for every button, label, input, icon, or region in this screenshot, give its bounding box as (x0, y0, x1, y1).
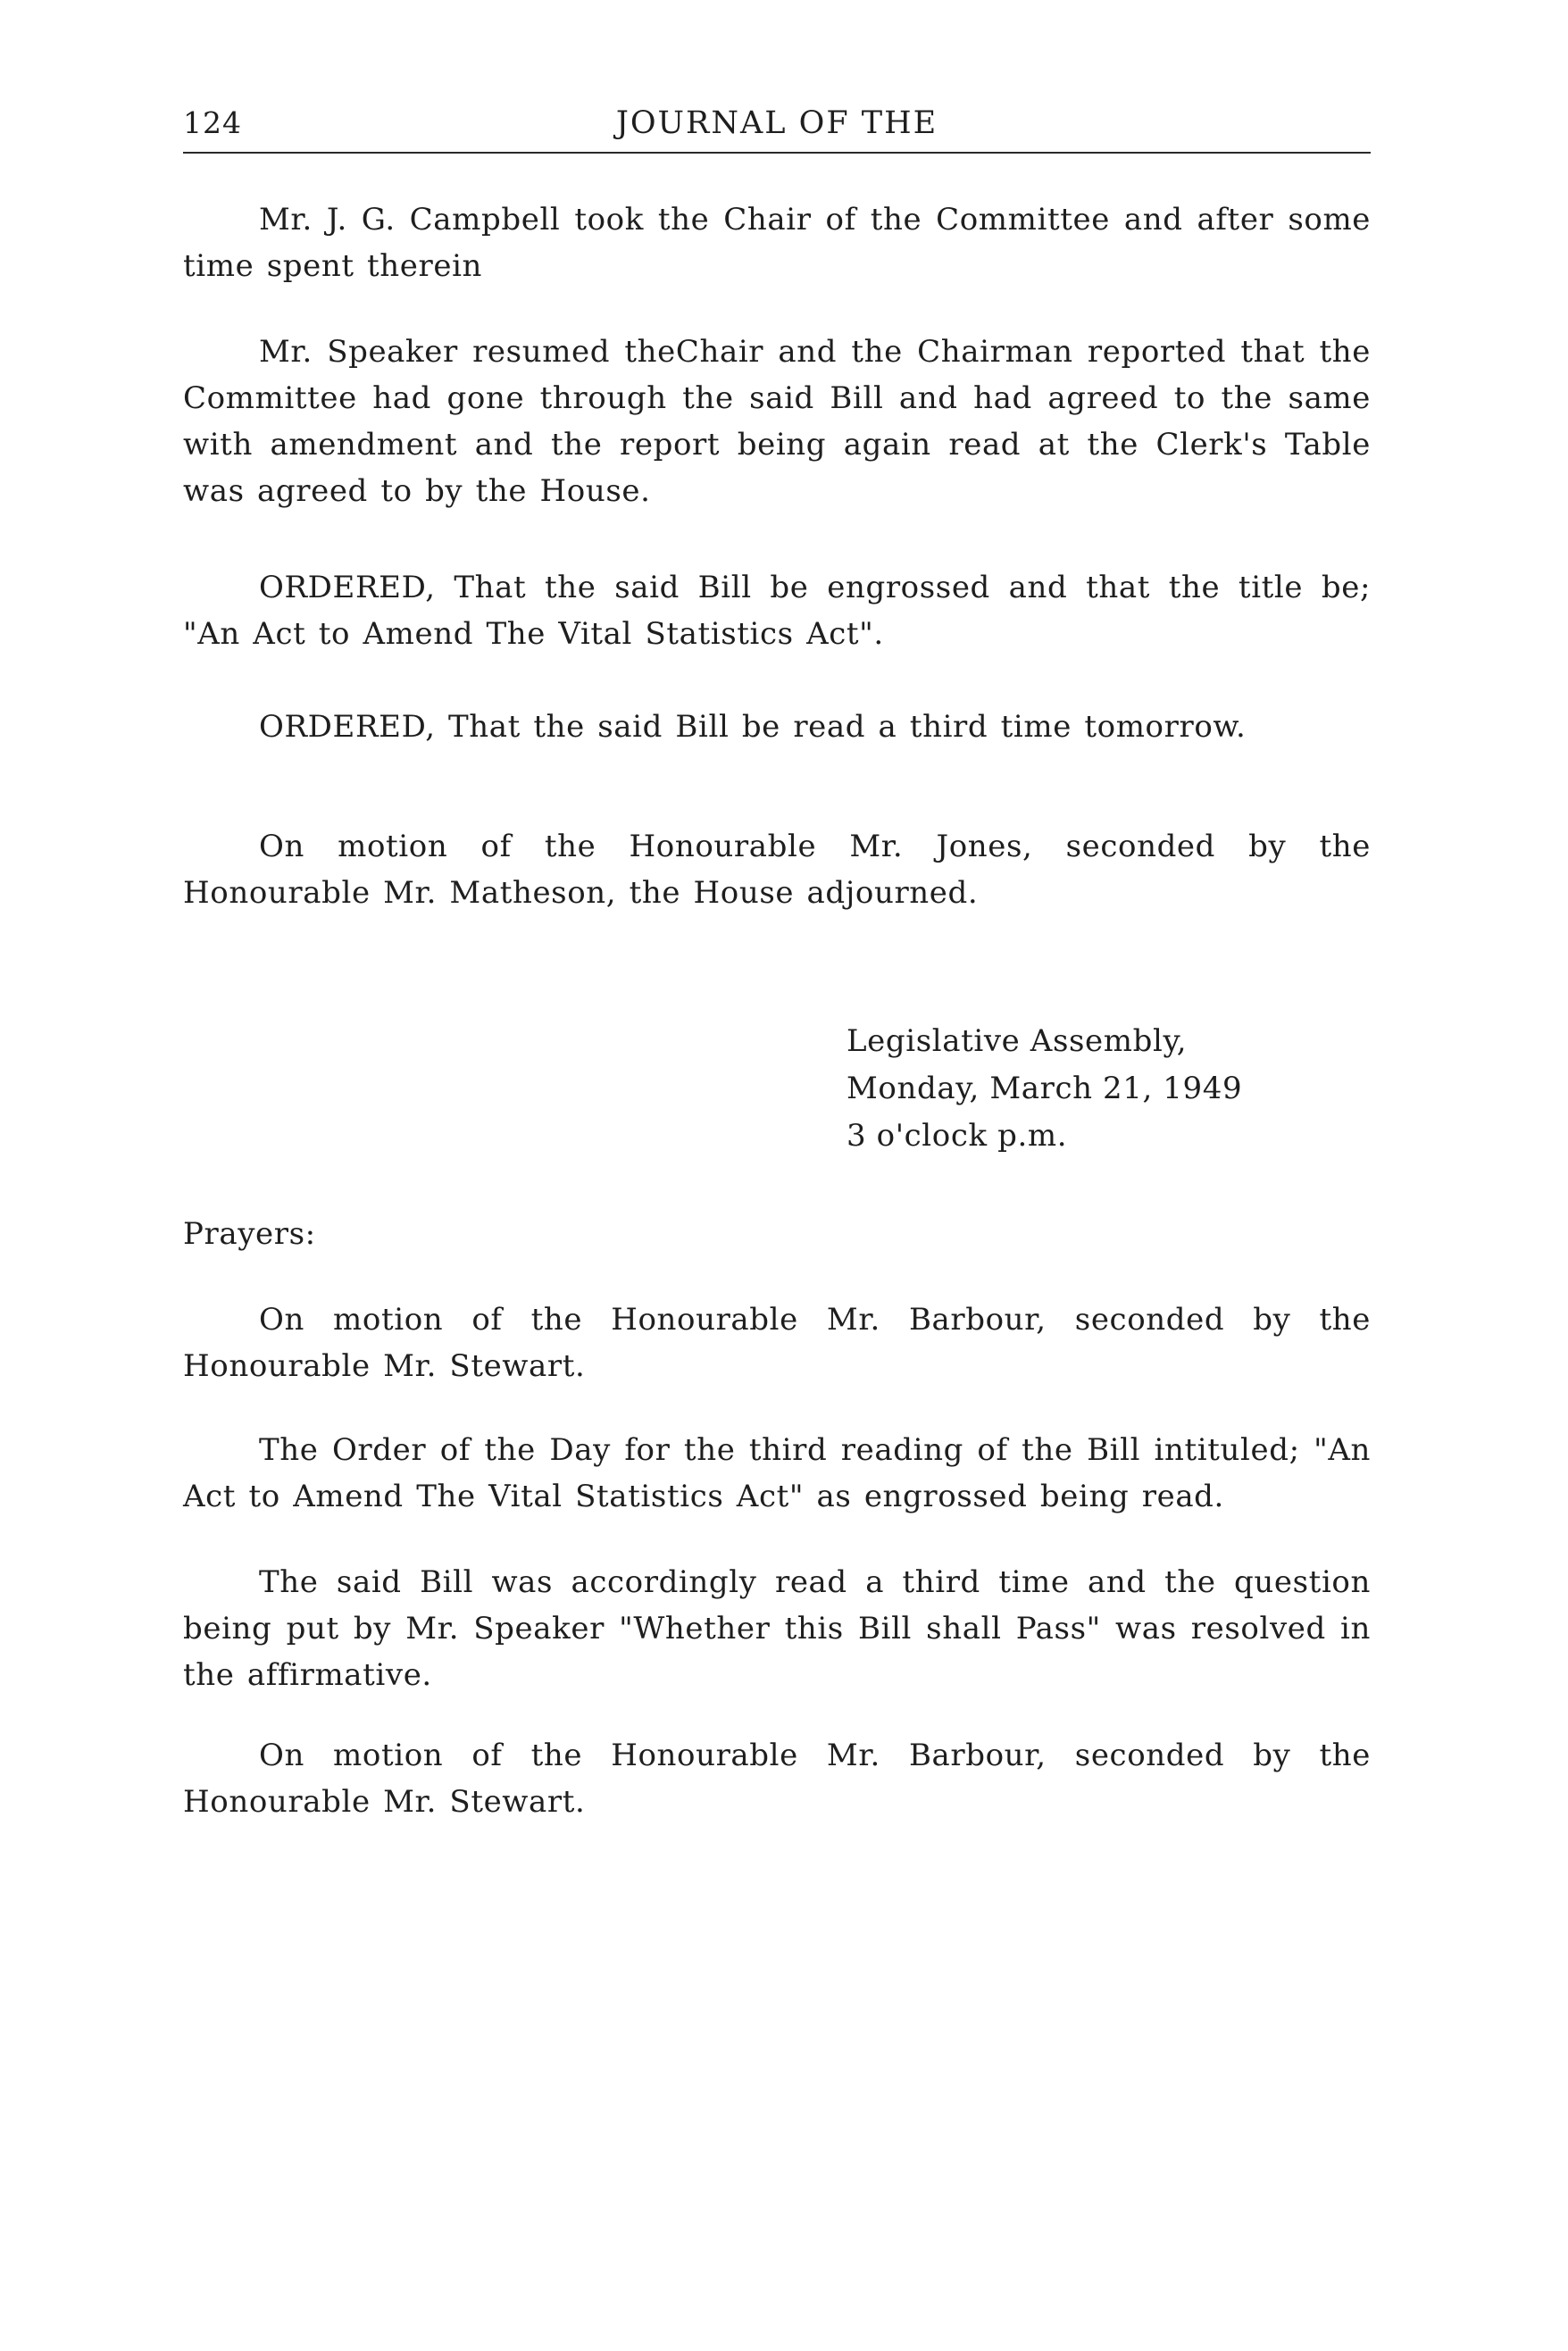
paragraph-motion-barbour-final: On motion of the Honourable Mr. Barbour, seconded by the Honourable Mr. Stewart. (183, 1738, 1371, 1820)
sitting-heading (847, 1018, 1364, 1160)
page-header (183, 105, 1371, 154)
paragraph-committee-chair: Mr. J. G. Campbell took the Chair of the Committee and after some time spent therein (183, 202, 1371, 284)
paragraph-ordered-engrossed: ORDERED, That the said Bill be engrossed and that the title be; "An Act to Amend The Vital Statistics Act". (183, 570, 1371, 652)
paragraph-order-of-day: The Order of the Day for the third reading of the Bill intituled; "An Act to Amend The Vital Statistics Act" as engrossed being read. (183, 1432, 1371, 1514)
sitting-date: Monday, March 21, 1949 (847, 1071, 1243, 1106)
sitting-time: 3 o'clock p.m. (847, 1118, 1068, 1154)
prayers-label: Prayers: (183, 1216, 316, 1252)
paragraph-bill-passed: The said Bill was accordingly read a third time and the question being put by Mr. Speaker "Whether this Bill shall Pass" was resolved in the affirmative. (183, 1564, 1371, 1693)
page-number: 124 (183, 105, 242, 140)
paragraph-house-adjourned: On motion of the Honourable Mr. Jones, seconded by the Honourable Mr. Matheson, the House adjourned. (183, 829, 1371, 911)
running-head: JOURNAL OF THE (615, 105, 938, 141)
paragraph-motion-barbour: On motion of the Honourable Mr. Barbour, seconded by the Honourable Mr. Stewart. (183, 1302, 1371, 1384)
paragraph-chairman-report: Mr. Speaker resumed theChair and the Chairman reported that the Committee had gone through the said Bill and had agreed to the same with amendment and the report being again read at the Clerk's Table was agreed to by the House. (183, 334, 1371, 509)
sitting-place: Legislative Assembly, (847, 1023, 1188, 1059)
paragraph-ordered-third-reading: ORDERED, That the said Bill be read a third time tomorrow. (259, 709, 1247, 745)
